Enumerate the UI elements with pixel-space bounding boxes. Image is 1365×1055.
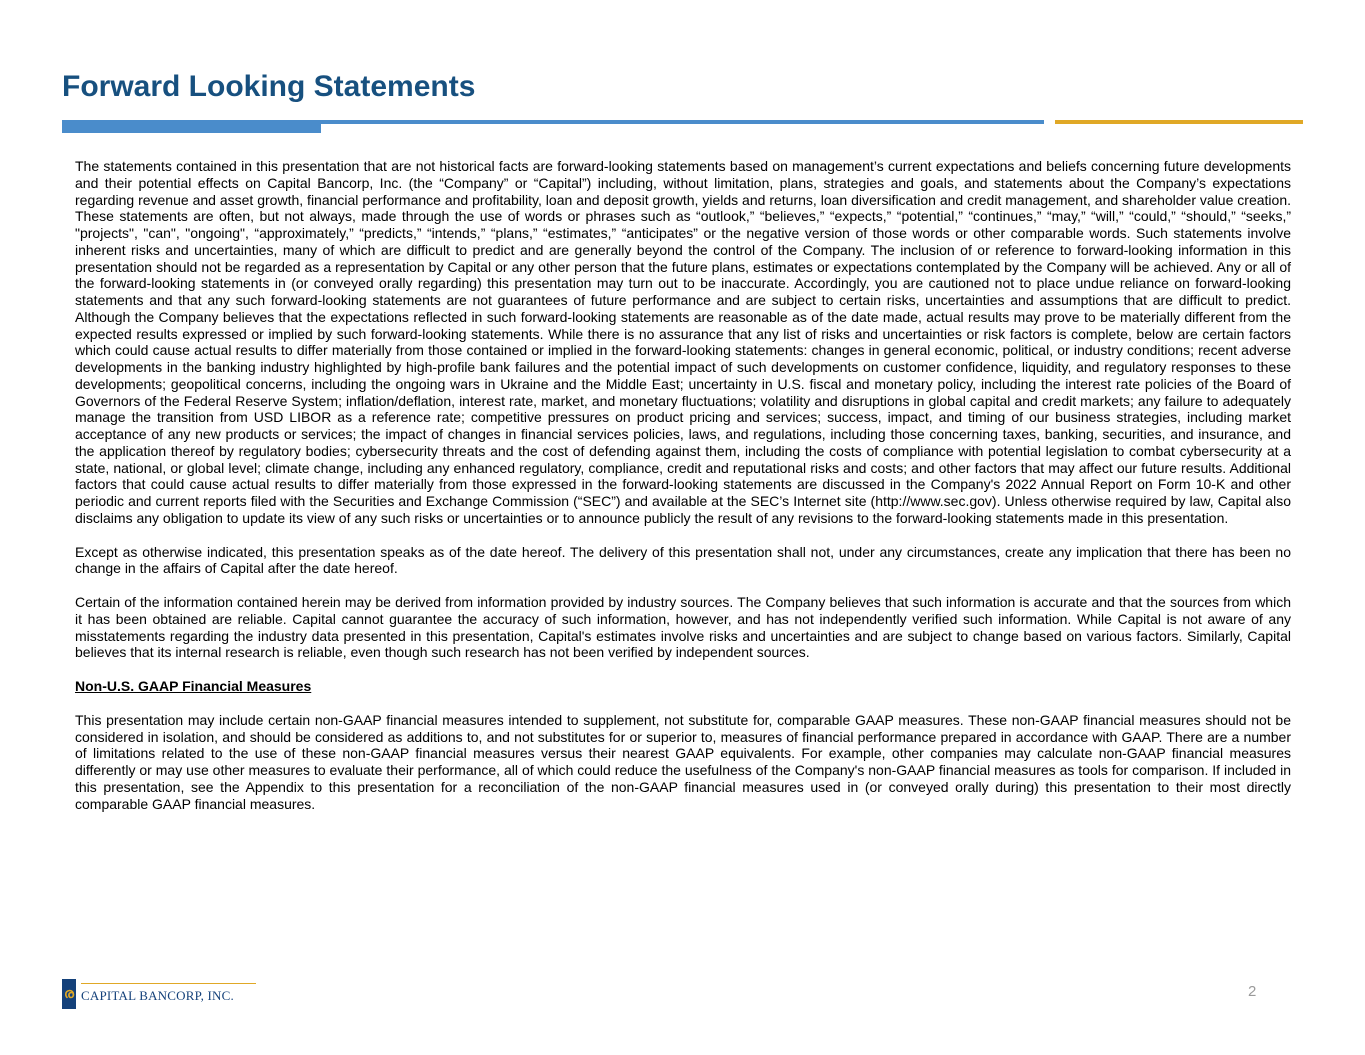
non-gaap-paragraph: This presentation may include certain non-GAAP financial measures intended to supplement, not substitute for, comparable GAAP measures. These non-GAAP financial measures should not be considered in isolation, and should be considered as additions to, and not substitutes for or superior to, measures of financial performance prepared in accordance with GAAP. There are a number of limitations related to the use of these non-GAAP financial measures versus their nearest GAAP equivalents. For example, other companies may calculate non-GAAP financial measures differently or may use other measures to evaluate their performance, all of which could reduce the usefulness of the Company's non-GAAP financial measures as tools for comparison. If included in this presentation, see the Appendix to this presentation for a reconciliation of the non-GAAP financial measures used in (or conveyed orally during) this presentation to their most directly comparable GAAP financial measures. bbox=[75, 711, 1291, 812]
industry-sources-paragraph: Certain of the information contained herein may be derived from information provided by industry sources. The Company believes that such information is accurate and that the sources from which it has been obtained are reliable. Capital cannot guarantee the accuracy of such information, however, and has not independently verified such information. While Capital is not aware of any misstatements regarding the industry data presented in this presentation, Capital's estimates involve risks and uncertainties and are subject to change based on various factors. Similarly, Capital believes that its internal research is reliable, even though such research has not been verified by independent sources. bbox=[75, 594, 1291, 661]
slide-title: Forward Looking Statements bbox=[62, 70, 476, 103]
title-underline-thin bbox=[321, 120, 1044, 124]
forward-looking-paragraph: The statements contained in this presentation that are not historical facts are forward-looking statements based on management’s current expectations and beliefs concerning future developments and their potential effects on Capital Bancorp, Inc. (the “Company” or “Capital”) including, without limitation, plans, strategies and goals, and statements about the Company’s expectations regarding revenue and asset growth, financial performance and profitability, loan and deposit growth, yields and returns, loan diversification and credit management, and shareholder value creation. These statements are often, but not always, made through the use of words or phrases such as “outlook,” “believes,” “expects,” “potential,” “continues,” “may,” “will,” “could,” “should,” “seeks,” "projects", "can", "ongoing", “approximately,” “predicts,” “intends,” “plans,” “estimates,” “anticipates” or the negative version of those words or other comparable words. Such statements involve inherent risks and uncertainties, many of which are difficult to predict and are generally beyond the control of the Company. The inclusion of or reference to forward-looking information in this presentation should not be regarded as a representation by Capital or any other person that the future plans, estimates or expectations contemplated by the Company will be achieved. Any or all of the forward-looking statements in (or conveyed orally regarding) this presentation may turn out to be inaccurate. Accordingly, you are cautioned not to place undue reliance on forward-looking statements and that any such forward-looking statements are not guarantees of future performance and are subject to certain risks, uncertainties and assumptions that are difficult to predict. Although the Company believes that the expectations reflected in such forward-looking statements are reasonable as of the date made, actual results may prove to be materially different from the expected results expressed or implied by such forward-looking statements. While there is no assurance that any list of risks and uncertainties or risk factors is complete, below are certain factors which could cause actual results to differ materially from those contained or implied in the forward-looking statements: changes in general economic, political, or industry conditions; recent adverse developments in the banking industry highlighted by high-profile bank failures and the potential impact of such developments on customer confidence, liquidity, and regulatory responses to these developments; geopolitical concerns, including the ongoing wars in Ukraine and the Middle East; uncertainty in U.S. fiscal and monetary policy, including the interest rate policies of the Board of Governors of the Federal Reserve System; inflation/deflation, interest rate, market, and monetary fluctuations; volatility and disruptions in global capital and credit markets; any failure to adequately manage the transition from USD LIBOR as a reference rate; competitive pressures on product pricing and services; success, impact, and timing of our business strategies, including market acceptance of any new products or services; the impact of changes in financial services policies, laws, and regulations, including those concerning taxes, banking, securities, and insurance, and the application thereof by regulatory bodies; cybersecurity threats and the cost of defending against them, including the costs of compliance with potential legislation to combat cybersecurity at a state, national, or global level; climate change, including any enhanced regulatory, compliance, credit and reputational risks and costs; and other factors that may affect our future results. Additional factors that could cause actual results to differ materially from those expressed in the forward-looking statements are discussed in the Company's 2022 Annual Report on Form 10-K and other periodic and current reports filed with the Securities and Exchange Commission (“SEC”) and available at the SEC’s Internet site (http://www.sec.gov). Unless otherwise required by law, Capital also disclaims any obligation to update its view of any such risks or uncertainties or to announce publicly the result of any revisions to the forward-looking statements made in this presentation. bbox=[75, 158, 1291, 526]
capital-bancorp-logo-icon: ര bbox=[62, 979, 76, 1009]
logo-text: CAPITAL BANCORP, INC. bbox=[81, 988, 234, 1003]
non-gaap-heading: Non-U.S. GAAP Financial Measures bbox=[75, 678, 312, 694]
page-number: 2 bbox=[1248, 983, 1257, 1000]
date-hereof-paragraph: Except as otherwise indicated, this presentation speaks as of the date hereof. The delivery of this presentation shall not, under any circumstances, create any implication that there has been no change in the affairs of Capital after the date hereof. bbox=[75, 543, 1291, 577]
title-underline-thick bbox=[62, 120, 321, 133]
statement-body bbox=[75, 158, 1291, 812]
logo-accent-line bbox=[81, 983, 256, 984]
title-underline-accent bbox=[1055, 120, 1303, 124]
company-logo bbox=[62, 979, 234, 1009]
